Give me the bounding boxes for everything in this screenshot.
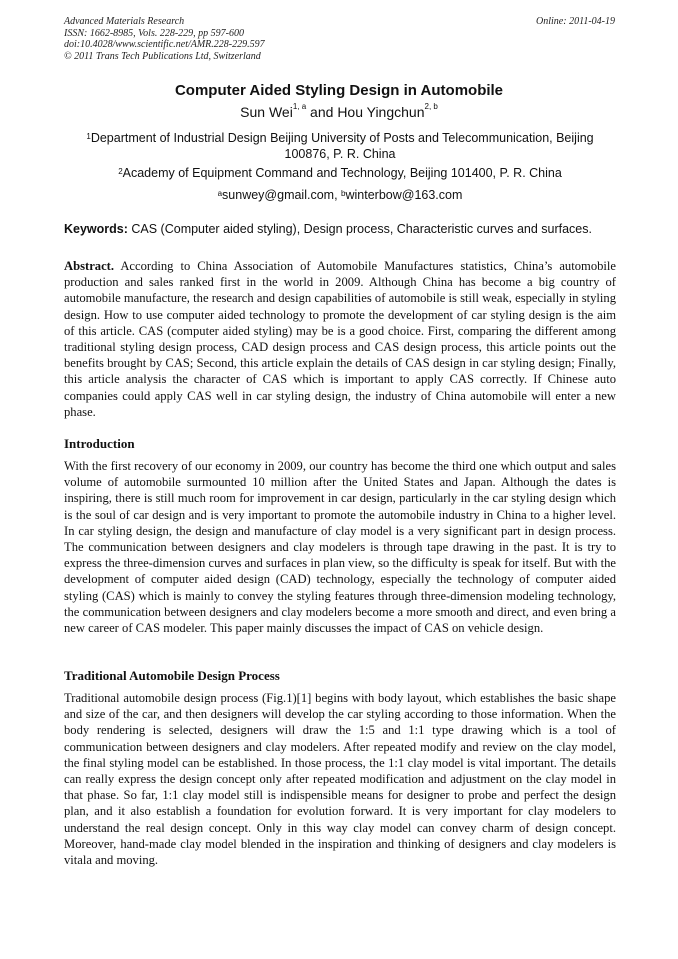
affiliation-2-text: Academy of Equipment Command and Technology, Beijing 101400, P. R. China bbox=[122, 166, 562, 180]
issn-line: ISSN: 1662-8985, Vols. 228-229, pp 597-600 bbox=[64, 27, 244, 39]
abstract-label: Abstract. bbox=[64, 259, 115, 273]
introduction-text: With the first recovery of our economy in 2009, our country has become the third one which output and sales volume of automobile surmounted 10 million after the United States and Japan. Although the dates is inspiring, there is still much room for improvement in car design, particularly in the car styling design which is the soul of car design and is very important to promote the automobile industry in China to a higher level. In car styling design, the design and manufacture of clay model is a very significant part in design process. The communication between designers and clay modelers is through tape drawing in the past. It is try to express the three-dimension curves and surfaces in plan view, so the difficulty is speak for itself. But with the development of computer aided design (CAD) technology, especially the technology of computer aided styling (CAS) which is mainly to convey the styling features through three-dimension modeling technology, the communication between designers and clay modelers become a more smooth and direct, and even bring a new career of CAS modeler. This paper mainly discusses the impact of CAS on vehicle design. bbox=[64, 459, 616, 636]
affiliation-2 bbox=[64, 166, 616, 182]
abstract bbox=[64, 258, 616, 420]
author-1: Sun Wei bbox=[240, 104, 293, 120]
email-line bbox=[64, 188, 616, 204]
email-a-marker: a bbox=[217, 189, 223, 198]
traditional-heading: Traditional Automobile Design Process bbox=[64, 668, 280, 683]
keywords-label: Keywords: bbox=[64, 222, 128, 236]
copyright-line: © 2011 Trans Tech Publications Ltd, Switzerland bbox=[64, 50, 261, 62]
email-b: winterbow@163.com bbox=[345, 188, 463, 202]
author-1-affiliation: 1, a bbox=[292, 102, 307, 111]
abstract-text: According to China Association of Automobile Manufactures statistics, China’s automobile production and sales ranked first in the world in 2009. Although China has become a big country of automobile manufacture, the research and design capabilities of automobile is still weak, especially in styling design. How to use computer aided technology to promote the development of car styling design is the aim of this article. CAS (computer aided styling) may be is a good choice. First, comparing the different among traditional styling design process, CAD design process and CAS design process, this article points out the benefits brought by CAS; Second, this article explain the details of CAS design in car styling design; Finally, this article analysis the character of CAS which is important to apply CAS correctly. If Chinese auto companies could apply CAS well in car styling design, the industry of China automobile will enter a new phase. bbox=[64, 259, 616, 419]
keywords bbox=[64, 222, 616, 236]
email-a: sunwey@gmail.com, bbox=[222, 188, 342, 202]
affiliation-1-marker: 1 bbox=[86, 132, 91, 141]
keywords-text: CAS (Computer aided styling), Design process, Characteristic curves and surfaces. bbox=[127, 222, 592, 236]
introduction-heading: Introduction bbox=[64, 436, 135, 451]
author-conjunction: and bbox=[306, 104, 338, 120]
online-date: Online: 2011-04-19 bbox=[536, 16, 615, 27]
author-line bbox=[0, 104, 678, 120]
affiliation-1-text: Department of Industrial Design Beijing University of Posts and Telecommunication, Beijing 100876, P. R. China bbox=[90, 131, 594, 161]
email-b-marker: b bbox=[341, 189, 346, 198]
doi-line: doi:10.4028/www.scientific.net/AMR.228-229.597 bbox=[64, 39, 265, 50]
author-2: Hou Yingchun bbox=[337, 104, 425, 120]
journal-name: Advanced Materials Research bbox=[64, 16, 185, 27]
paper-title: Computer Aided Styling Design in Automobile bbox=[174, 82, 504, 99]
author-2-affiliation: 2, b bbox=[424, 102, 438, 111]
affiliation-2-marker: 2 bbox=[118, 167, 123, 176]
journal-header bbox=[64, 16, 265, 62]
traditional-text: Traditional automobile design process (Fig.1)[1] begins with body layout, which establishes the basic shape and size of the car, and then designers will develop the car styling according to those information. When the body rendering is selected, designers will draw the 1:5 and 1:1 type drawing which is a tool of communication between designers and clay modelers. After repeated modify and review on the clay model, the final styling model can be established. In those process, the 1:1 clay model is vital important. The details can really express the design concept only after repeated modification and adjustment on the clay model in that phase. So far, 1:1 clay model still is indispensible means for designer to probe and perfect the design plan, and it also establish a foundation for evolution forward. It is very important for clay modelers to understand the real design concept. Only in this way clay model can convey charm of design concept. Moreover, hand-made clay model blended in the inspiration and thinking of designers and clay modelers is vitala and moving. bbox=[64, 691, 616, 868]
affiliation-1 bbox=[64, 131, 616, 162]
